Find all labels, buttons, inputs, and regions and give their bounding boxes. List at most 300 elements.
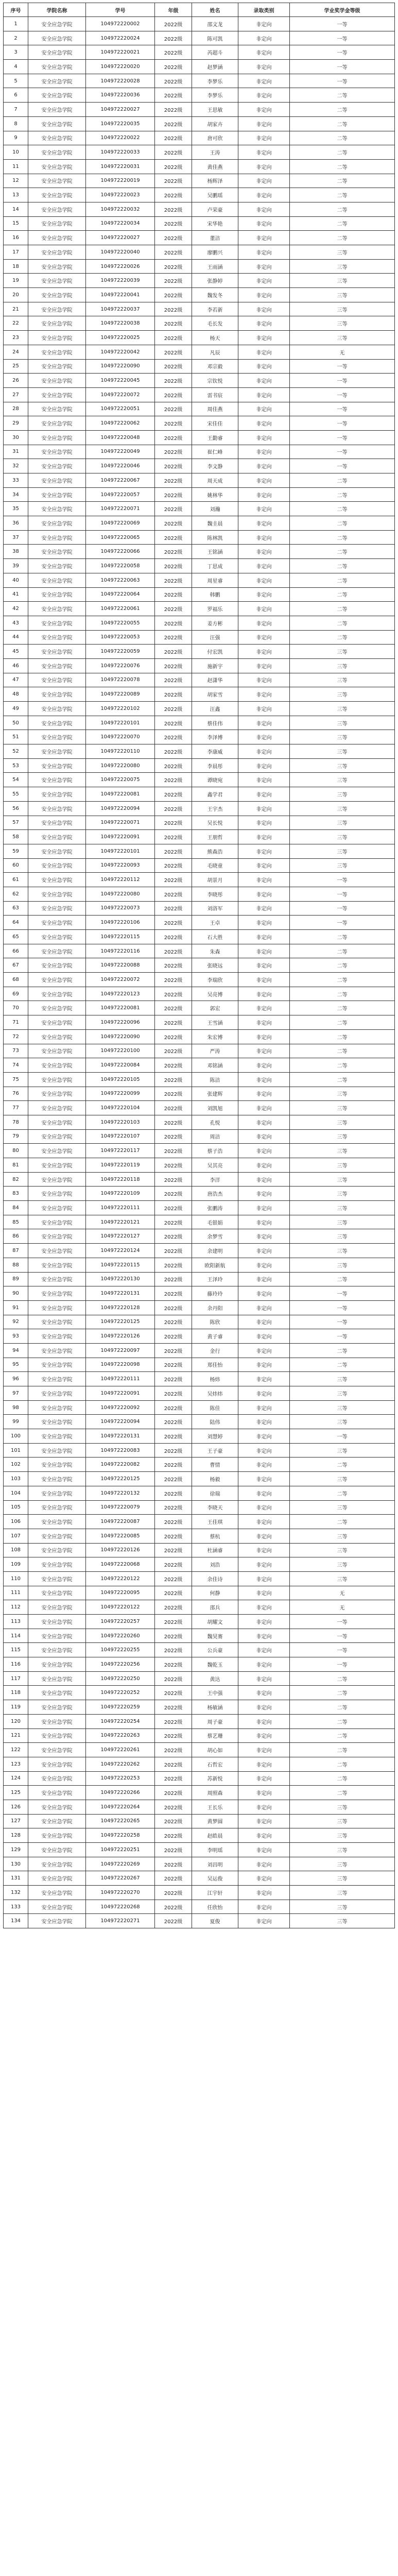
cell-scholarship-level: 二等 [290, 188, 395, 202]
cell-admission-type: 非定向 [238, 88, 290, 103]
cell-admission-type: 非定向 [238, 402, 290, 416]
cell-index: 11 [4, 159, 28, 174]
cell-admission-type: 非定向 [238, 1857, 290, 1871]
cell-index: 19 [4, 274, 28, 288]
cell-scholarship-level: 二等 [290, 1343, 395, 1358]
cell-student-id: 104972220088 [86, 958, 155, 973]
table-row [4, 545, 395, 559]
cell-admission-type: 非定向 [238, 1087, 290, 1101]
cell-scholarship-level: 三等 [290, 1900, 395, 1914]
table-row [4, 1600, 395, 1615]
cell-scholarship-level: 三等 [290, 1500, 395, 1515]
cell-admission-type: 非定向 [238, 60, 290, 74]
cell-name: 余建明 [192, 1244, 238, 1258]
cell-scholarship-level: 三等 [290, 844, 395, 858]
cell-college: 安全应急学院 [28, 1486, 86, 1500]
cell-index: 48 [4, 687, 28, 702]
table-row [4, 816, 395, 830]
cell-college: 安全应急学院 [28, 31, 86, 45]
cell-student-id: 104972220049 [86, 445, 155, 459]
cell-student-id: 104972220132 [86, 1486, 155, 1500]
cell-name: 王子豪 [192, 1443, 238, 1458]
cell-scholarship-level: 二等 [290, 174, 395, 188]
cell-student-id: 104972220124 [86, 1244, 155, 1258]
cell-grade: 2022级 [155, 416, 192, 431]
cell-scholarship-level: 三等 [290, 1144, 395, 1158]
cell-index: 24 [4, 345, 28, 359]
cell-name: 周星睿 [192, 573, 238, 587]
cell-admission-type: 非定向 [238, 658, 290, 673]
cell-college: 安全应急学院 [28, 1329, 86, 1344]
table-row [4, 516, 395, 531]
table-row [4, 1286, 395, 1301]
cell-index: 39 [4, 559, 28, 573]
cell-student-id: 104972220266 [86, 1786, 155, 1800]
cell-name: 赵皓晨 [192, 1828, 238, 1843]
cell-student-id: 104972220255 [86, 1643, 155, 1657]
cell-grade: 2022级 [155, 331, 192, 345]
cell-grade: 2022级 [155, 1201, 192, 1215]
cell-index: 91 [4, 1300, 28, 1315]
cell-grade: 2022级 [155, 1543, 192, 1557]
cell-grade: 2022级 [155, 1415, 192, 1429]
cell-name: 吴其亮 [192, 1158, 238, 1173]
table-row [4, 873, 395, 887]
cell-name: 吴运俊 [192, 1871, 238, 1886]
cell-grade: 2022级 [155, 1629, 192, 1643]
cell-grade: 2022级 [155, 1315, 192, 1329]
cell-grade: 2022级 [155, 1187, 192, 1201]
table-row [4, 17, 395, 31]
cell-index: 101 [4, 1443, 28, 1458]
cell-scholarship-level: 二等 [290, 1015, 395, 1030]
table-row [4, 1786, 395, 1800]
cell-scholarship-level: 三等 [290, 1800, 395, 1814]
cell-index: 49 [4, 702, 28, 716]
cell-name: 王中强 [192, 1686, 238, 1700]
cell-college: 安全应急学院 [28, 1044, 86, 1058]
table-row [4, 801, 395, 816]
table-row [4, 1115, 395, 1129]
cell-scholarship-level: 二等 [290, 1786, 395, 1800]
cell-admission-type: 非定向 [238, 1429, 290, 1444]
table-row [4, 1857, 395, 1871]
cell-index: 47 [4, 673, 28, 687]
table-row [4, 259, 395, 274]
cell-scholarship-level: 三等 [290, 1244, 395, 1258]
cell-scholarship-level: 三等 [290, 1886, 395, 1900]
cell-admission-type: 非定向 [238, 1258, 290, 1272]
cell-college: 安全应急学院 [28, 645, 86, 659]
cell-admission-type: 非定向 [238, 1072, 290, 1087]
cell-college: 安全应急学院 [28, 387, 86, 402]
cell-index: 41 [4, 587, 28, 602]
cell-admission-type: 非定向 [238, 702, 290, 716]
cell-student-id: 104972220057 [86, 487, 155, 502]
cell-admission-type: 非定向 [238, 1643, 290, 1657]
cell-admission-type: 非定向 [238, 887, 290, 901]
cell-admission-type: 非定向 [238, 430, 290, 445]
table-row [4, 702, 395, 716]
cell-student-id: 104972220022 [86, 131, 155, 145]
cell-student-id: 104972220071 [86, 502, 155, 516]
cell-college: 安全应急学院 [28, 1843, 86, 1857]
cell-student-id: 104972220254 [86, 1714, 155, 1728]
cell-admission-type: 非定向 [238, 1557, 290, 1572]
cell-name: 李泽博 [192, 730, 238, 744]
cell-student-id: 104972220107 [86, 1129, 155, 1144]
cell-admission-type: 非定向 [238, 288, 290, 302]
cell-grade: 2022级 [155, 1871, 192, 1886]
cell-student-id: 104972220118 [86, 1172, 155, 1187]
table-row [4, 901, 395, 916]
cell-college: 安全应急学院 [28, 1400, 86, 1415]
cell-student-id: 104972220034 [86, 216, 155, 231]
cell-college: 安全应急学院 [28, 331, 86, 345]
cell-name: 廖鹏兴 [192, 245, 238, 260]
cell-college: 安全应急学院 [28, 1058, 86, 1073]
cell-college: 安全应急学院 [28, 1857, 86, 1871]
cell-student-id: 104972220259 [86, 1700, 155, 1715]
cell-student-id: 104972220091 [86, 830, 155, 844]
table-row [4, 1058, 395, 1073]
cell-college: 安全应急学院 [28, 159, 86, 174]
cell-college: 安全应急学院 [28, 1643, 86, 1657]
cell-scholarship-level: 三等 [290, 1258, 395, 1272]
cell-admission-type: 非定向 [238, 673, 290, 687]
cell-name: 刘洛军 [192, 901, 238, 916]
cell-college: 安全应急学院 [28, 88, 86, 103]
table-row [4, 602, 395, 616]
cell-scholarship-level: 一等 [290, 74, 395, 88]
table-row [4, 1258, 395, 1272]
cell-index: 28 [4, 402, 28, 416]
cell-admission-type: 非定向 [238, 374, 290, 388]
cell-admission-type: 非定向 [238, 274, 290, 288]
table-row [4, 944, 395, 958]
cell-name: 蔡艺珊 [192, 1728, 238, 1743]
cell-scholarship-level: 三等 [290, 316, 395, 331]
cell-admission-type: 非定向 [238, 1814, 290, 1828]
table-row [4, 1201, 395, 1215]
cell-grade: 2022级 [155, 516, 192, 531]
cell-name: 唐可欣 [192, 131, 238, 145]
cell-name: 胡景月 [192, 873, 238, 887]
cell-scholarship-level: 三等 [290, 730, 395, 744]
table-row [4, 74, 395, 88]
cell-scholarship-level: 二等 [290, 1757, 395, 1771]
cell-index: 20 [4, 288, 28, 302]
cell-college: 安全应急学院 [28, 844, 86, 858]
cell-college: 安全应急学院 [28, 602, 86, 616]
cell-name: 王雨涵 [192, 259, 238, 274]
cell-admission-type: 非定向 [238, 331, 290, 345]
cell-college: 安全应急学院 [28, 545, 86, 559]
cell-college: 安全应急学院 [28, 816, 86, 830]
cell-grade: 2022级 [155, 1571, 192, 1586]
table-row [4, 1557, 395, 1572]
table-row [4, 1415, 395, 1429]
cell-scholarship-level: 三等 [290, 1158, 395, 1173]
cell-scholarship-level: 一等 [290, 887, 395, 901]
table-row [4, 430, 395, 445]
cell-scholarship-level: 二等 [290, 1700, 395, 1715]
cell-college: 安全应急学院 [28, 1415, 86, 1429]
cell-grade: 2022级 [155, 174, 192, 188]
table-row [4, 487, 395, 502]
cell-index: 128 [4, 1828, 28, 1843]
cell-student-id: 104972220100 [86, 1044, 155, 1058]
cell-index: 102 [4, 1458, 28, 1472]
cell-student-id: 104972220099 [86, 1087, 155, 1101]
cell-student-id: 104972220081 [86, 787, 155, 802]
cell-index: 92 [4, 1315, 28, 1329]
cell-grade: 2022级 [155, 1472, 192, 1486]
cell-scholarship-level: 一等 [290, 1429, 395, 1444]
cell-admission-type: 非定向 [238, 159, 290, 174]
cell-scholarship-level: 三等 [290, 274, 395, 288]
cell-student-id: 104972220080 [86, 887, 155, 901]
cell-index: 110 [4, 1571, 28, 1586]
cell-scholarship-level: 三等 [290, 1087, 395, 1101]
cell-name: 公兵豪 [192, 1643, 238, 1657]
cell-scholarship-level: 无 [290, 345, 395, 359]
cell-scholarship-level: 一等 [290, 1300, 395, 1315]
cell-grade: 2022级 [155, 316, 192, 331]
cell-college: 安全应急学院 [28, 174, 86, 188]
cell-scholarship-level: 一等 [290, 1315, 395, 1329]
cell-student-id: 104972220083 [86, 1443, 155, 1458]
cell-index: 44 [4, 630, 28, 645]
cell-scholarship-level: 二等 [290, 1714, 395, 1728]
cell-grade: 2022级 [155, 1586, 192, 1600]
cell-admission-type: 非定向 [238, 1129, 290, 1144]
cell-student-id: 104972220115 [86, 930, 155, 944]
cell-name: 徐瑞 [192, 1486, 238, 1500]
cell-grade: 2022级 [155, 787, 192, 802]
cell-student-id: 104972220268 [86, 1900, 155, 1914]
cell-index: 130 [4, 1857, 28, 1871]
cell-grade: 2022级 [155, 359, 192, 374]
cell-admission-type: 非定向 [238, 1015, 290, 1030]
cell-index: 13 [4, 188, 28, 202]
cell-scholarship-level: 三等 [290, 1557, 395, 1572]
cell-college: 安全应急学院 [28, 801, 86, 816]
cell-college: 安全应急学院 [28, 559, 86, 573]
cell-admission-type: 非定向 [238, 487, 290, 502]
cell-index: 54 [4, 773, 28, 787]
cell-scholarship-level: 三等 [290, 259, 395, 274]
cell-college: 安全应急学院 [28, 1886, 86, 1900]
cell-name: 凡辰 [192, 345, 238, 359]
cell-student-id: 104972220046 [86, 459, 155, 473]
cell-admission-type: 非定向 [238, 1900, 290, 1914]
cell-admission-type: 非定向 [238, 916, 290, 930]
cell-admission-type: 非定向 [238, 1229, 290, 1244]
cell-grade: 2022级 [155, 1900, 192, 1914]
table-row [4, 1871, 395, 1886]
cell-grade: 2022级 [155, 773, 192, 787]
cell-index: 34 [4, 487, 28, 502]
cell-student-id: 104972220031 [86, 159, 155, 174]
cell-grade: 2022级 [155, 1843, 192, 1857]
cell-admission-type: 非定向 [238, 930, 290, 944]
header-row [4, 3, 395, 17]
cell-index: 45 [4, 645, 28, 659]
cell-scholarship-level: 三等 [290, 1914, 395, 1928]
cell-student-id: 104972220123 [86, 987, 155, 1001]
cell-index: 106 [4, 1515, 28, 1529]
cell-scholarship-level: 二等 [290, 630, 395, 645]
cell-college: 安全应急学院 [28, 459, 86, 473]
table-row [4, 1129, 395, 1144]
table-row [4, 1500, 395, 1515]
table-row [4, 1172, 395, 1187]
cell-college: 安全应急学院 [28, 1343, 86, 1358]
cell-grade: 2022级 [155, 116, 192, 131]
table-row [4, 459, 395, 473]
cell-admission-type: 非定向 [238, 758, 290, 773]
cell-admission-type: 非定向 [238, 1586, 290, 1600]
table-row [4, 1743, 395, 1757]
table-row [4, 159, 395, 174]
table-row [4, 1072, 395, 1087]
cell-index: 120 [4, 1714, 28, 1728]
header-name: 姓名 [192, 3, 238, 17]
cell-grade: 2022级 [155, 573, 192, 587]
cell-name: 黄子睿 [192, 1329, 238, 1344]
table-row [4, 916, 395, 930]
cell-scholarship-level: 二等 [290, 1458, 395, 1472]
cell-student-id: 104972220021 [86, 45, 155, 60]
cell-admission-type: 非定向 [238, 830, 290, 844]
cell-index: 98 [4, 1400, 28, 1415]
cell-name: 石哲宏 [192, 1757, 238, 1771]
cell-index: 4 [4, 60, 28, 74]
cell-index: 21 [4, 302, 28, 316]
cell-name: 严涛 [192, 1044, 238, 1058]
cell-admission-type: 非定向 [238, 259, 290, 274]
cell-grade: 2022级 [155, 559, 192, 573]
cell-scholarship-level: 二等 [290, 1029, 395, 1044]
cell-admission-type: 非定向 [238, 730, 290, 744]
cell-index: 71 [4, 1015, 28, 1030]
cell-admission-type: 非定向 [238, 103, 290, 117]
cell-grade: 2022级 [155, 231, 192, 245]
cell-scholarship-level: 二等 [290, 1486, 395, 1500]
cell-admission-type: 非定向 [238, 1029, 290, 1044]
cell-admission-type: 非定向 [238, 958, 290, 973]
cell-college: 安全应急学院 [28, 744, 86, 759]
cell-college: 安全应急学院 [28, 316, 86, 331]
cell-college: 安全应急学院 [28, 1515, 86, 1529]
cell-student-id: 104972220269 [86, 1857, 155, 1871]
cell-name: 毛长发 [192, 316, 238, 331]
cell-student-id: 104972220038 [86, 316, 155, 331]
cell-grade: 2022级 [155, 545, 192, 559]
scholarship-table [3, 3, 395, 1928]
cell-student-id: 104972220032 [86, 202, 155, 216]
cell-student-id: 104972220094 [86, 1415, 155, 1429]
cell-grade: 2022级 [155, 1800, 192, 1814]
cell-college: 安全应急学院 [28, 1300, 86, 1315]
cell-scholarship-level: 二等 [290, 131, 395, 145]
cell-name: 丁思成 [192, 559, 238, 573]
cell-college: 安全应急学院 [28, 288, 86, 302]
cell-college: 安全应急学院 [28, 131, 86, 145]
table-row [4, 1215, 395, 1229]
cell-name: 付宏凯 [192, 645, 238, 659]
cell-admission-type: 非定向 [238, 416, 290, 431]
cell-name: 鑫学君 [192, 787, 238, 802]
table-row [4, 787, 395, 802]
cell-student-id: 104972220070 [86, 730, 155, 744]
cell-index: 94 [4, 1343, 28, 1358]
cell-index: 72 [4, 1029, 28, 1044]
cell-scholarship-level: 三等 [290, 302, 395, 316]
header-college: 学院名称 [28, 3, 86, 17]
cell-student-id: 104972220019 [86, 174, 155, 188]
cell-admission-type: 非定向 [238, 231, 290, 245]
cell-grade: 2022级 [155, 602, 192, 616]
cell-name: 朱森 [192, 944, 238, 958]
cell-name: 施新宇 [192, 658, 238, 673]
cell-scholarship-level: 三等 [290, 1571, 395, 1586]
cell-index: 50 [4, 716, 28, 730]
cell-college: 安全应急学院 [28, 616, 86, 630]
cell-name: 杨辉泽 [192, 174, 238, 188]
cell-name: 宋华艳 [192, 216, 238, 231]
cell-college: 安全应急学院 [28, 1586, 86, 1600]
cell-admission-type: 非定向 [238, 858, 290, 873]
cell-index: 61 [4, 873, 28, 887]
cell-name: 魏发冬 [192, 288, 238, 302]
table-row [4, 1771, 395, 1786]
cell-index: 78 [4, 1115, 28, 1129]
cell-admission-type: 非定向 [238, 145, 290, 160]
cell-grade: 2022级 [155, 1343, 192, 1358]
table-row [4, 1343, 395, 1358]
cell-college: 安全应急学院 [28, 1686, 86, 1700]
cell-scholarship-level: 二等 [290, 973, 395, 987]
cell-grade: 2022级 [155, 473, 192, 488]
table-row [4, 103, 395, 117]
cell-index: 96 [4, 1372, 28, 1386]
cell-student-id: 104972220095 [86, 1586, 155, 1600]
cell-scholarship-level: 二等 [290, 1686, 395, 1700]
table-row [4, 587, 395, 602]
cell-scholarship-level: 三等 [290, 787, 395, 802]
table-row [4, 573, 395, 587]
cell-index: 58 [4, 830, 28, 844]
cell-admission-type: 非定向 [238, 1315, 290, 1329]
cell-name: 姜方彬 [192, 616, 238, 630]
cell-scholarship-level: 三等 [290, 1201, 395, 1215]
cell-scholarship-level: 一等 [290, 916, 395, 930]
cell-grade: 2022级 [155, 1515, 192, 1529]
cell-college: 安全应急学院 [28, 502, 86, 516]
cell-admission-type: 非定向 [238, 1871, 290, 1886]
cell-college: 安全应急学院 [28, 374, 86, 388]
cell-student-id: 104972220039 [86, 274, 155, 288]
cell-index: 31 [4, 445, 28, 459]
cell-admission-type: 非定向 [238, 302, 290, 316]
cell-college: 安全应急学院 [28, 873, 86, 887]
cell-admission-type: 非定向 [238, 1771, 290, 1786]
cell-admission-type: 非定向 [238, 716, 290, 730]
cell-scholarship-level: 二等 [290, 1743, 395, 1757]
cell-grade: 2022级 [155, 1529, 192, 1543]
